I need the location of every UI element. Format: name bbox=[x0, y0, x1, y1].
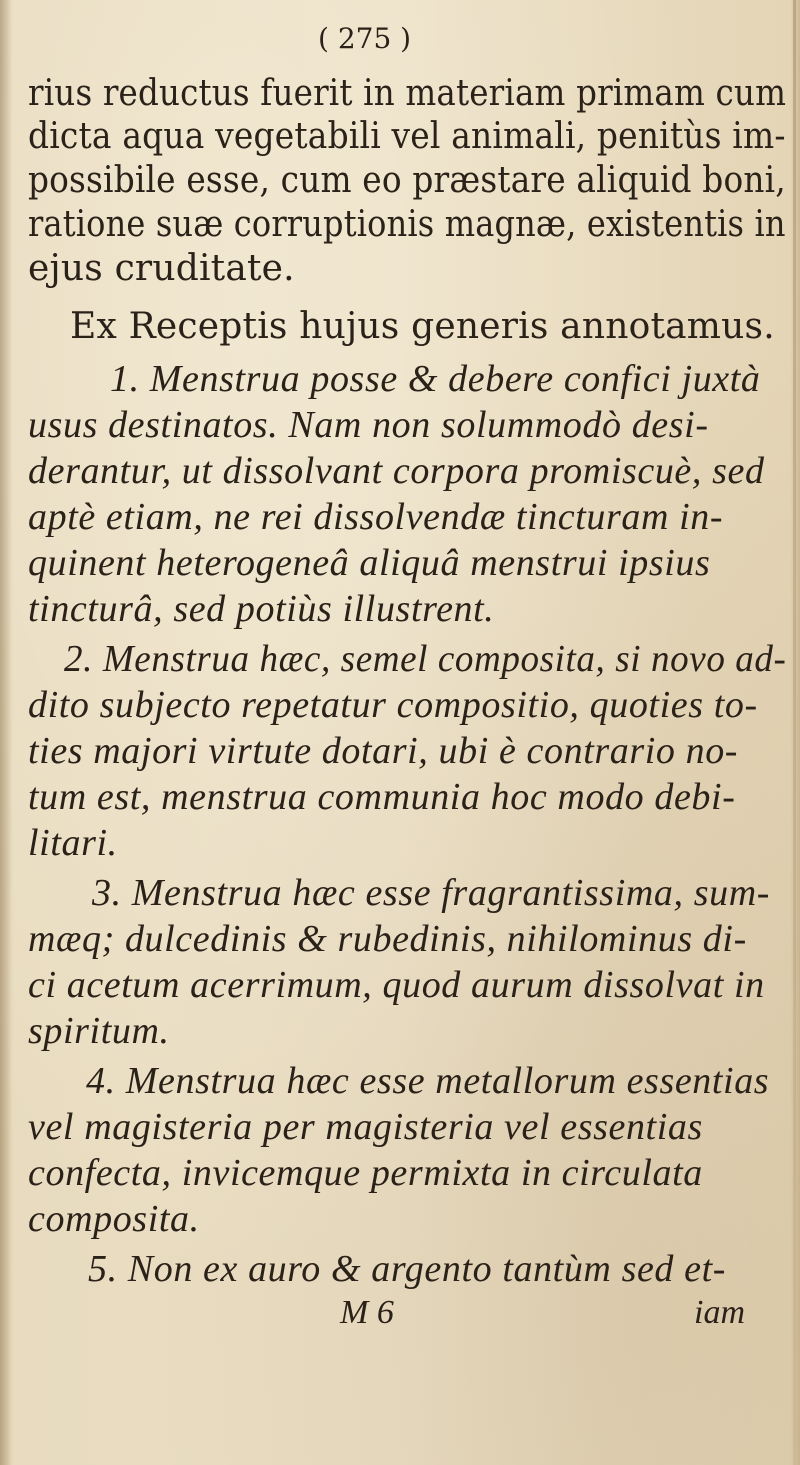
text-line: possibile esse, cum eo præstare aliquid boni, bbox=[28, 160, 786, 201]
item-2-line: dito subjecto repetatur compositio, quoties to- bbox=[28, 684, 758, 726]
text-line: rius reductus fuerit in materiam primam cum bbox=[28, 73, 787, 114]
signature-mark: M 6 bbox=[340, 1294, 394, 1331]
item-1-line: tincturâ, sed potiùs illustrent. bbox=[28, 588, 495, 630]
item-5-line: 5. Non ex auro & argento tantùm sed et- bbox=[88, 1248, 727, 1290]
item-4-line: composita. bbox=[28, 1198, 200, 1240]
item-2-line: 2. Menstrua hæc, semel composita, si novo ad- bbox=[64, 638, 787, 680]
item-2-line: litari. bbox=[28, 822, 118, 864]
item-3-line: mæq; dulcedinis & rubedinis, nihilominus di- bbox=[28, 918, 747, 960]
item-1-line: quinent heterogeneâ aliquâ menstrui ipsius bbox=[28, 542, 711, 584]
text-line: dicta aqua vegetabili vel animali, penitùs im- bbox=[28, 116, 786, 157]
item-3-line: 3. Menstrua hæc esse fragrantissima, sum- bbox=[92, 872, 770, 914]
text-line: ejus cruditate. bbox=[28, 248, 295, 289]
section-intro: Ex Receptis hujus generis annotamus. bbox=[70, 306, 775, 347]
item-4-line: confecta, invicemque permixta in circulata bbox=[28, 1152, 703, 1194]
item-3-line: spiritum. bbox=[28, 1010, 170, 1052]
text-line: ratione suæ corruptionis magnæ, existentis in bbox=[28, 204, 786, 245]
item-4-line: 4. Menstrua hæc esse metallorum essentias bbox=[86, 1060, 770, 1102]
item-4-line: vel magisteria per magisteria vel essentias bbox=[28, 1106, 703, 1148]
page-edge bbox=[793, 0, 796, 1465]
item-1-line: usus destinatos. Nam non solummodò desi- bbox=[28, 404, 709, 446]
item-3-line: ci acetum acerrimum, quod aurum dissolvat in bbox=[28, 964, 765, 1006]
page-number: ( 275 ) bbox=[318, 22, 412, 55]
item-2-line: ties majori virtute dotari, ubi è contrario no- bbox=[28, 730, 739, 772]
item-1-line: aptè etiam, ne rei dissolvendæ tincturam in- bbox=[28, 496, 724, 538]
item-1-line: 1. Menstrua posse & debere confici juxtà bbox=[110, 358, 761, 400]
catchword: iam bbox=[694, 1294, 745, 1331]
item-1-line: derantur, ut dissolvant corpora promiscuè, sed bbox=[28, 450, 765, 492]
item-2-line: tum est, menstrua communia hoc modo debi- bbox=[28, 776, 736, 818]
gutter-shadow bbox=[0, 0, 12, 1465]
